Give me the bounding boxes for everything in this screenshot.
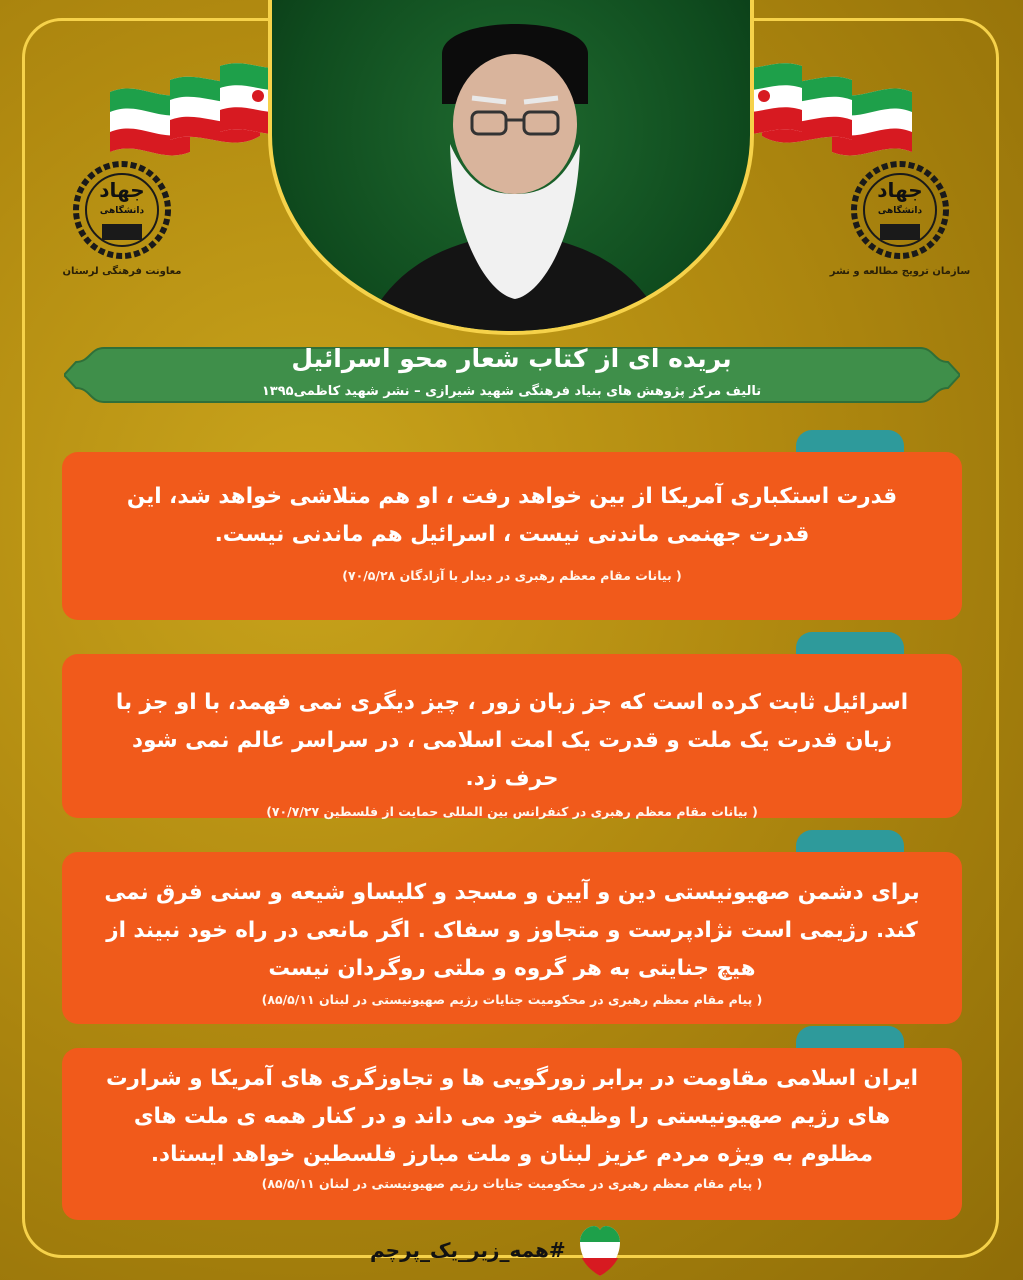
portrait-arch — [268, 0, 754, 335]
page-title: بریده ای از کتاب شعار محو اسرائیل — [291, 344, 732, 373]
quote-card-3 — [62, 830, 962, 1030]
portrait-image — [272, 0, 754, 335]
quote-card-body — [62, 654, 962, 818]
quote-source: ( بیانات مقام معظم رهبری در کنفرانس بین المللی حمایت از فلسطین ۷۰/۷/۲۷) — [266, 804, 758, 819]
hashtag: #همه_زیر_یک_پرچم — [370, 1238, 566, 1262]
logo-right-caption: سازمان ترویج مطالعه و نشر — [829, 266, 971, 277]
quote-text: برای دشمن صهیونیستی دین و آیین و مسجد و کلیساو شیعه و سنی فرق نمی کند. رژیمی است نژادپرست و متجاوز و سفاک . اگر مانعی در راه خود نبیند از هیچ جنایتی به هر گروه و ملتی روگردان نیست — [104, 880, 920, 981]
quote-card-body — [62, 452, 962, 620]
quote-card-2 — [62, 632, 962, 822]
quote-text: اسرائیل ثابت کرده است که جز زبان زور ، چیز دیگری نمی فهمد، با او جز با زبان قدرت یک ملت و قدرت یک امت اسلامی ، در سراسر عالم نمی شود حرف زد. — [115, 690, 909, 791]
page-subtitle: تالیف مرکز پژوهش های بنیاد فرهنگی شهید شیرازی – نشر شهید کاظمی۱۳۹۵ — [261, 384, 762, 399]
logo-left-sub: دانشگاهی — [99, 206, 145, 216]
quote-card-body — [62, 1048, 962, 1220]
quote-source: ( پیام مقام معظم رهبری در محکومیت جنایات رژیم صهیونیستی در لبنان ۸۵/۵/۱۱) — [261, 1176, 763, 1191]
quote-source: ( پیام مقام معظم رهبری در محکومیت جنایات رژیم صهیونیستی در لبنان ۸۵/۵/۱۱) — [261, 992, 763, 1007]
quote-text: قدرت استکباری آمریکا از بین خواهد رفت ، او هم متلاشی خواهد شد، این قدرت جهنمی ماندنی نیست ، اسرائیل هم ماندنی نیست. — [126, 484, 898, 547]
logo-left-caption: معاونت فرهنگی لرستان — [62, 266, 182, 277]
quote-card-4 — [62, 1026, 962, 1222]
quote-card-1 — [62, 430, 962, 622]
logo-right-name: جهاد — [877, 178, 923, 202]
logo-right-sub: دانشگاهی — [877, 206, 923, 216]
quote-text: ایران اسلامی مقاومت در برابر زورگویی ها و تجاوزگری های آمریکا و شرارت های رژیم صهیونیستی را وظیفه خود می داند و در کنار همه ی ملت های مظلوم به ویژه مردم عزیز لبنان و ملت مبارز فلسطین خواهد ایستاد. — [105, 1066, 919, 1167]
quote-card-body — [62, 852, 962, 1024]
flag-heart-icon — [580, 1224, 620, 1278]
logo-left-name: جهاد — [99, 178, 145, 202]
quote-source: ( بیانات مقام معظم رهبری در دیدار با آزادگان ۷۰/۵/۲۸) — [342, 568, 682, 583]
